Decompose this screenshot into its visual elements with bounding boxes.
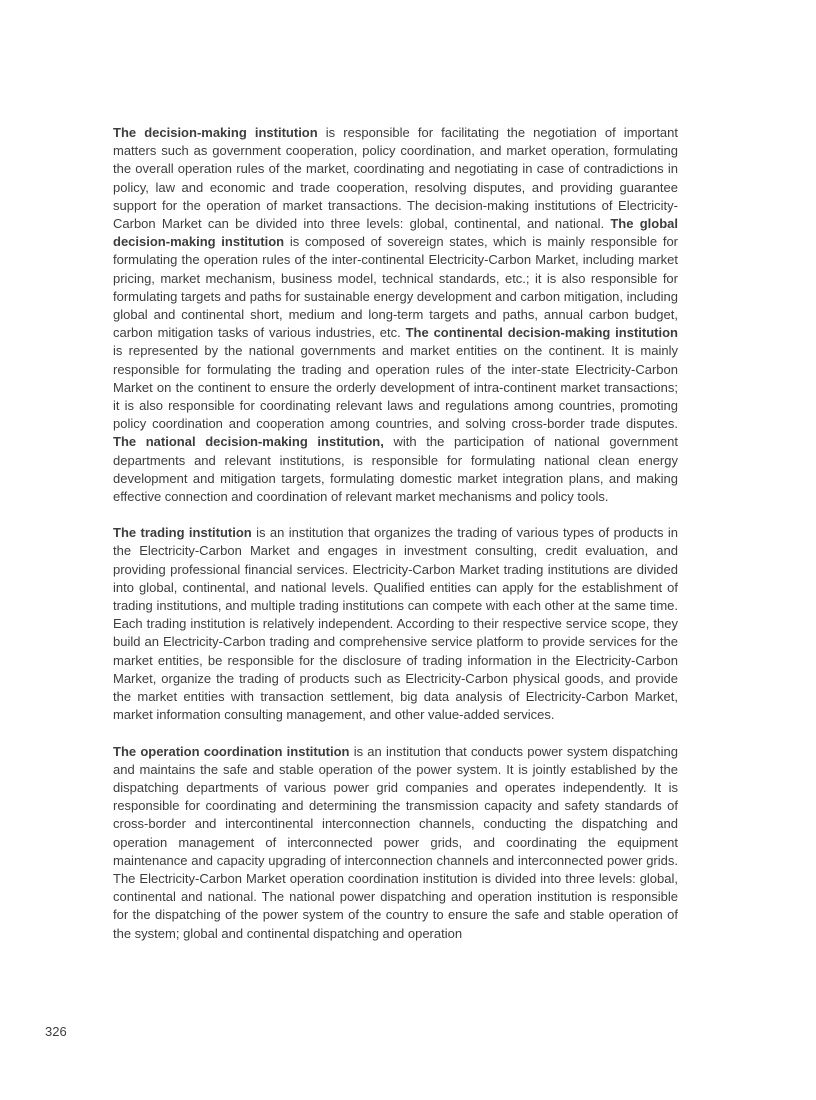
body-text-run: with the participation of national government departments and relevant institutions, is responsible for formulating national clean energy development and mitigation targets, formulating domestic market integration plans, and making effective connection and coordination of relevant market mechanisms and policy tools. — [113, 434, 678, 505]
bold-phrase-national-institution: The national decision-making institution, — [113, 434, 384, 450]
body-text-run: is an institution that organizes the trading of various types of products in the Electricity-Carbon Market and engages in investment consulting, credit evaluation, and providing professional financial services. Electricity-Carbon Market trading institutions are divided into global, continental, and national levels. Qualified entities can apply for the establishment of trading institutions, and multiple trading institutions can compete with each other at the same time. Each trading institution is relatively independent. According to their respective service scope, they build an Electricity-Carbon trading and comprehensive service platform to provide services for the market entities, be responsible for the disclosure of trading information in the Electricity-Carbon Market, organize the trading of products such as Electricity-Carbon physical goods, and provide the market entities with transaction settlement, big data analysis of Electricity-Carbon Market, market information consulting management, and other value-added services. — [113, 525, 678, 723]
body-text-run: is responsible for facilitating the negotiation of important matters such as government cooperation, policy coordination, and market operation, formulating the overall operation rules of the market, coordinating and negotiating in case of contradictions in policy, law and economic and trade cooperation, resolving disputes, and providing guarantee support for the operation of market transactions. The decision-making institutions of Electricity-Carbon Market can be divided into three levels: global, continental, and national. — [113, 125, 679, 232]
body-text-run: is represented by the national governments and market entities on the continent. It is mainly responsible for formulating the trading and operation rules of the inter-state Electricity-Carbon Market on the continent to ensure the orderly development of intra-continent market transactions; it is also responsible for coordinating relevant laws and regulations among countries, promoting policy coordination and cooperation among countries, and solving cross-border trade disputes. — [113, 343, 678, 432]
bold-lead-phrase: The trading institution — [113, 525, 252, 541]
page-number: 326 — [45, 1024, 67, 1039]
bold-lead-phrase: The operation coordination institution — [113, 743, 350, 759]
paragraph-operation-coordination-institution — [113, 743, 678, 943]
paragraph-decision-making-institution — [113, 124, 678, 506]
body-text — [113, 124, 678, 961]
bold-phrase-global-institution: The global decision-making institution — [113, 216, 679, 250]
body-text-run: is an institution that conducts power system dispatching and maintains the safe and stable operation of the power system. It is jointly established by the dispatching departments of various power grid companies and operates independently. It is responsible for coordinating and determining the transmission capacity and safety standards of cross-border and intercontinental interconnection channels, conducting the dispatching and operation management of interconnected power grids, and coordinating the equipment maintenance and capacity upgrading of interconnection channels and interconnected power grids. The Electricity-Carbon Market operation coordination institution is divided into three levels: global, continental and national. The national power dispatching and operation institution is responsible for the dispatching of the power system of the country to ensure the safe and stable operation of the system; global and continental dispatching and operation — [113, 743, 678, 941]
body-text-run: is composed of sovereign states, which is mainly responsible for formulating the operation rules of the inter-continental Electricity-Carbon Market, including market pricing, market mechanism, business model, technical standards, etc.; it is also responsible for formulating targets and paths for sustainable energy development and carbon mitigation, including global and continental short, medium and long-term targets and paths, annual carbon budget, carbon mitigation tasks of various industries, etc. — [113, 234, 678, 341]
bold-phrase-continental-institution: The continental decision-making institution — [405, 325, 678, 341]
bold-lead-phrase: The decision-making institution — [113, 125, 318, 140]
paragraph-trading-institution — [113, 524, 678, 724]
